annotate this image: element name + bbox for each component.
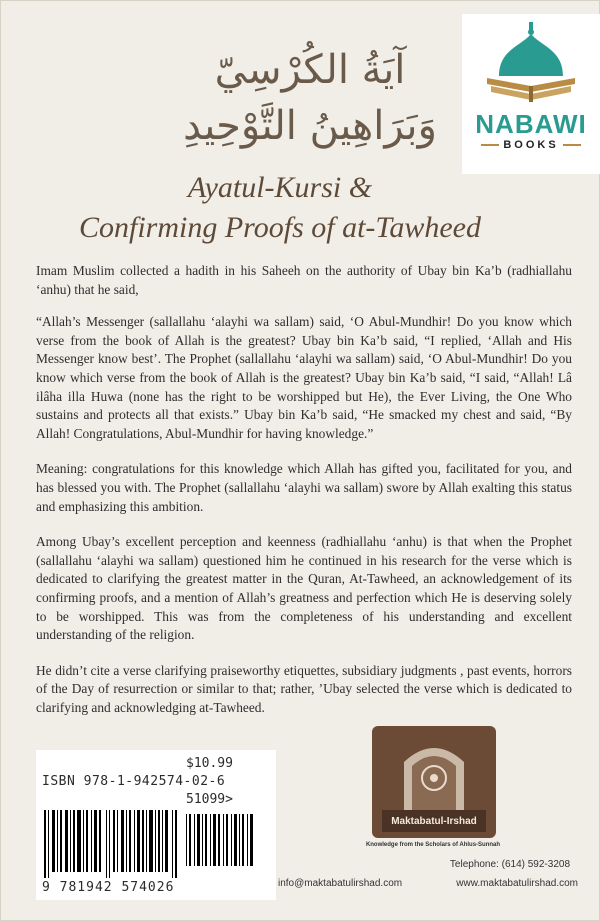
- paragraph-intro: Imam Muslim collected a hadith in his Saheeh on the authority of Ubay bin Ka’b (radhiallahu ‘anhu) that he said,: [36, 263, 572, 297]
- publisher-block: [278, 722, 578, 902]
- publisher-website: www.maktabatulirshad.com: [456, 878, 578, 889]
- paragraph-ubay: Among Ubay’s excellent perception and keenness (radhiallahu ‘anhu) is that when the Prophet (sallallahu ‘alayhi wa sallam) questioned him he continued in his research for the verse which is dedicated to clarifying the greatest matter in the Quran, At-Tawheed, an acknowledgement of its confirming proofs, and a mention of Allah’s greatness and perfection which He is deserving solely to be worshipped. This was from the completeness of his understanding and excellent understanding of the religion.: [36, 534, 572, 643]
- ean-barcode-bars: [44, 810, 180, 878]
- mosque-dome-book-icon: [481, 20, 581, 106]
- paragraph-meaning: Meaning: congratulations for this knowledge which Allah has gifted you, facilitated for you, and has blessed you with. The Prophet (sallallahu ‘alayhi wa sallam) swore by Allah exalting this status and emphasizing this ambition.: [36, 461, 572, 514]
- addon-barcode-bars: [186, 808, 258, 866]
- english-title-line1: Ayatul-Kursi &: [187, 171, 373, 204]
- logo-brand-text: NABAWI: [475, 109, 587, 139]
- publisher-phone: Telephone: (614) 592-3208: [449, 859, 570, 870]
- publisher-emblem: [364, 722, 504, 842]
- english-title-line2: Confirming Proofs of at-Tawheed: [79, 211, 481, 244]
- paragraph-hadith: “Allah’s Messenger (sallallahu ‘alayhi wa sallam) said, ‘O Abul-Mundhir! Do you know which verse from the book of Allah is the greatest? Ubay bin Ka’b said, “I replied, ‘Allah and His Messenger know best’. The Prophet (sallallahu ‘alayhi wa sallam) said, ‘O Abul-Mundhir! Do you know which verse from the book of Allah is the greatest? Ubay bin Ka’b said, “I said, “Allah! Lâ ilâha illa Huwa (none has the right to be worshipped but He), the Ever Living, the One Who sustains and protects all that exists.” Ubay bin Ka’b said, “He smacked my chest and said, “By Allah! Congratulations, Abul-Mundhir for having knowledge.”: [36, 314, 572, 441]
- isbn-barcode: [36, 750, 276, 900]
- arabic-title-line1: آيَةُ الكُرْسِيّ: [214, 47, 406, 93]
- addon-label: 51099>: [186, 792, 233, 807]
- description-text: [36, 262, 572, 734]
- english-title: [50, 168, 510, 248]
- logo-sub-label: BOOKS: [503, 139, 559, 151]
- arabic-title-line2: وَبَرَاهِينُ التَّوْحِيدِ: [183, 103, 437, 149]
- publisher-name: Maktabatul-Irshad: [391, 816, 477, 827]
- logo-sub-text: [462, 138, 600, 152]
- isbn-label: ISBN 978-1-942574-02-6: [42, 774, 226, 789]
- publisher-tagline: Knowledge from the Scholars of Ahlus-Sunnah: [365, 842, 501, 848]
- publisher-email: info@maktabatulirshad.com: [278, 878, 403, 889]
- price-label: $10.99: [186, 756, 233, 771]
- nabawi-books-logo: [462, 14, 600, 174]
- arabic-title: [180, 42, 440, 154]
- barcode-digits: 9 781942 574026: [42, 880, 175, 895]
- paragraph-closing: He didn’t cite a verse clarifying praiseworthy etiquettes, subsidiary judgments , past events, horrors of the Day of resurrection or similar to that; rather, ’Ubay selected the verse which is dedicated to clarifying and acknowledging at-Tawheed.: [36, 662, 572, 715]
